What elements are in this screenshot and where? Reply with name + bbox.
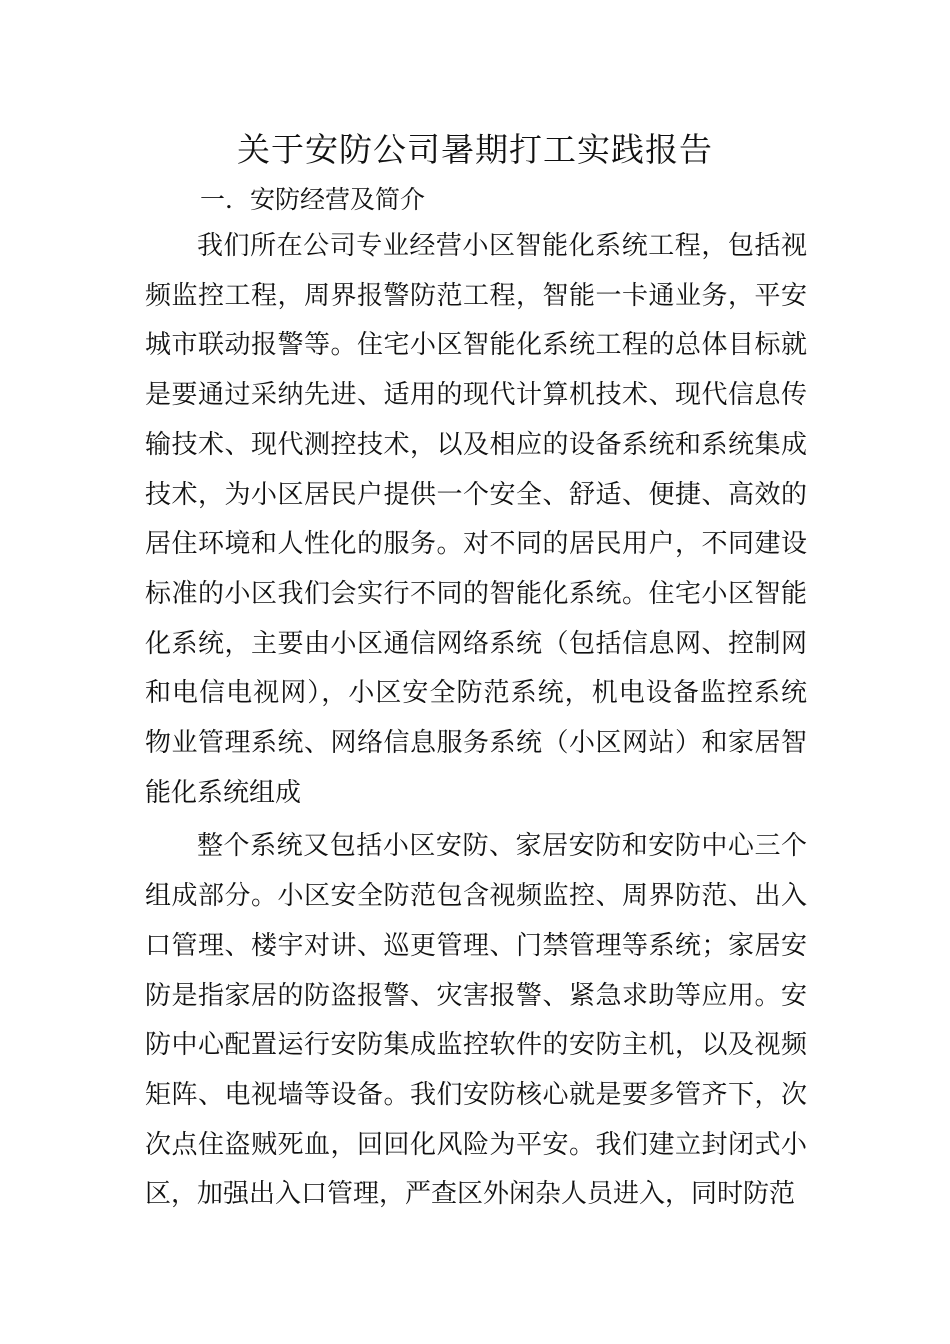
paragraph-1: 我们所在公司专业经营小区智能化系统工程，包括视频监控工程，周界报警防范工程，智能一卡通业务，平安城市联动报警等。住宅小区智能化系统工程的总体目标就是要通过采纳先进、适用的现代计算机技术、现代信息传输技术、现代测控技术，以及相应的设备系统和系统集成技术，为小区居民户提供一个安全、舒适、便捷、高效的居住环境和人性化的服务。对不同的居民用户，不同建设标准的小区我们会实行不同的智能化系统。住宅小区智能化系统，主要由小区通信网络系统（包括信息网、控制网和电信电视网），小区安全防范系统，机电设备监控系统物业管理系统、网络信息服务系统（小区网站）和家居智能化系统组成 [145, 231, 807, 808]
paragraph-2: 整个系统又包括小区安防、家居安防和安防中心三个组成部分。小区安全防范包含视频监控、周界防范、出入口管理、楼宇对讲、巡更管理、门禁管理等系统；家居安防是指家居的防盗报警、灾害报警、紧急求助等应用。安防中心配置运行安防集成监控软件的安防主机，以及视频矩阵、电视墙等设备。我们安防核心就是要多管齐下，次次点住盗贼死血，回回化风险为平安。我们建立封闭式小区，加强出入口管理，严查区外闲杂人员进入，同时防范 [145, 831, 807, 1210]
section-heading: 一．安防经营及简介 [200, 185, 426, 214]
document-body [145, 222, 807, 1224]
document-title: 关于安防公司暑期打工实践报告 [237, 130, 713, 169]
